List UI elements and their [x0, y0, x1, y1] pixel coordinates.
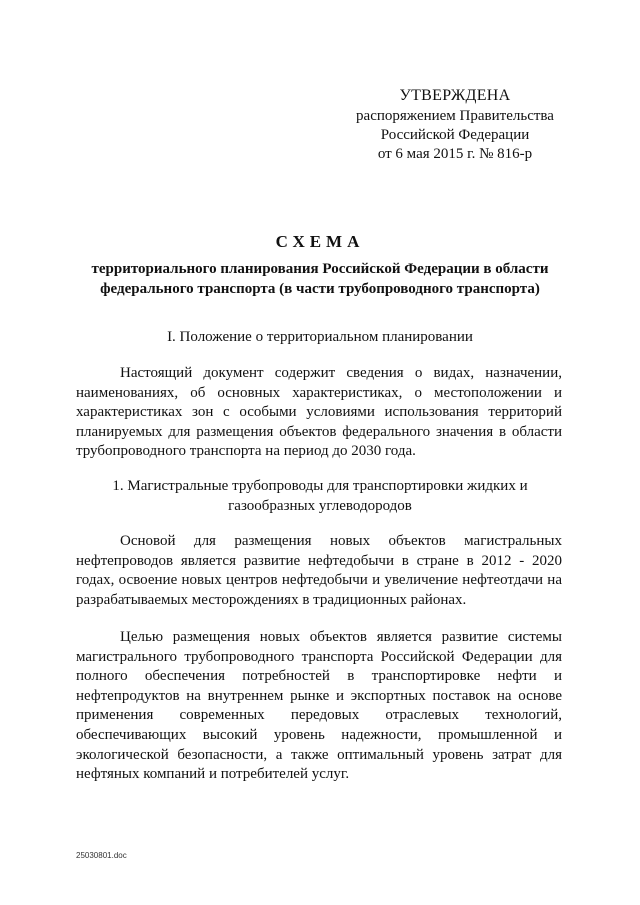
- document-subtitle: территориального планирования Российской Федерации в области федерального транспорта (в части трубопроводного транспорта): [91, 261, 549, 297]
- document-title: СХЕМА: [275, 232, 365, 251]
- paragraph-goal: Целью размещения новых объектов является развитие системы магистрального трубопроводного транспорта Российской Федерации для полного обеспечения потребностей в транспортировке нефти и нефтепродуктов на внутреннем рынке и экспортных поставок на основе применения современных передовых отраслевых технологий, обеспечивающих высокий уровень надежности, промышленной и экологической безопасности, а также оптимальный уровень затрат для нефтяных компаний и потребителей услуг.: [76, 629, 562, 783]
- paragraph-intro: Настоящий документ содержит сведения о видах, назначении, наименованиях, об основных характеристиках, о местоположении и характеристиках зон с особыми условиями использования территорий планируемых для размещения объектов федерального значения в области трубопроводного транспорта на период до 2030 года.: [76, 365, 562, 460]
- approval-heading: УТВЕРЖДЕНА: [399, 87, 511, 104]
- approval-line-3: от 6 мая 2015 г. № 816-р: [377, 146, 533, 162]
- file-name-footer: 25030801.doc: [76, 851, 127, 860]
- approval-line-2: Российской Федерации: [380, 127, 530, 143]
- approval-line-1: распоряжением Правительства: [356, 108, 554, 124]
- subsection-heading: 1. Магистральные трубопроводы для транспортировки жидких и газообразных углеводородов: [112, 478, 528, 514]
- section-heading: I. Положение о территориальном планировании: [167, 329, 473, 345]
- approval-block: [340, 86, 570, 164]
- paragraph-basis: Основой для размещения новых объектов магистральных нефтепроводов является развитие нефтедобычи в стране в 2012 - 2020 годах, освоение новых центров нефтедобычи и увеличение нефтеотдачи на разрабатываемых месторождениях в традиционных районах.: [76, 533, 562, 608]
